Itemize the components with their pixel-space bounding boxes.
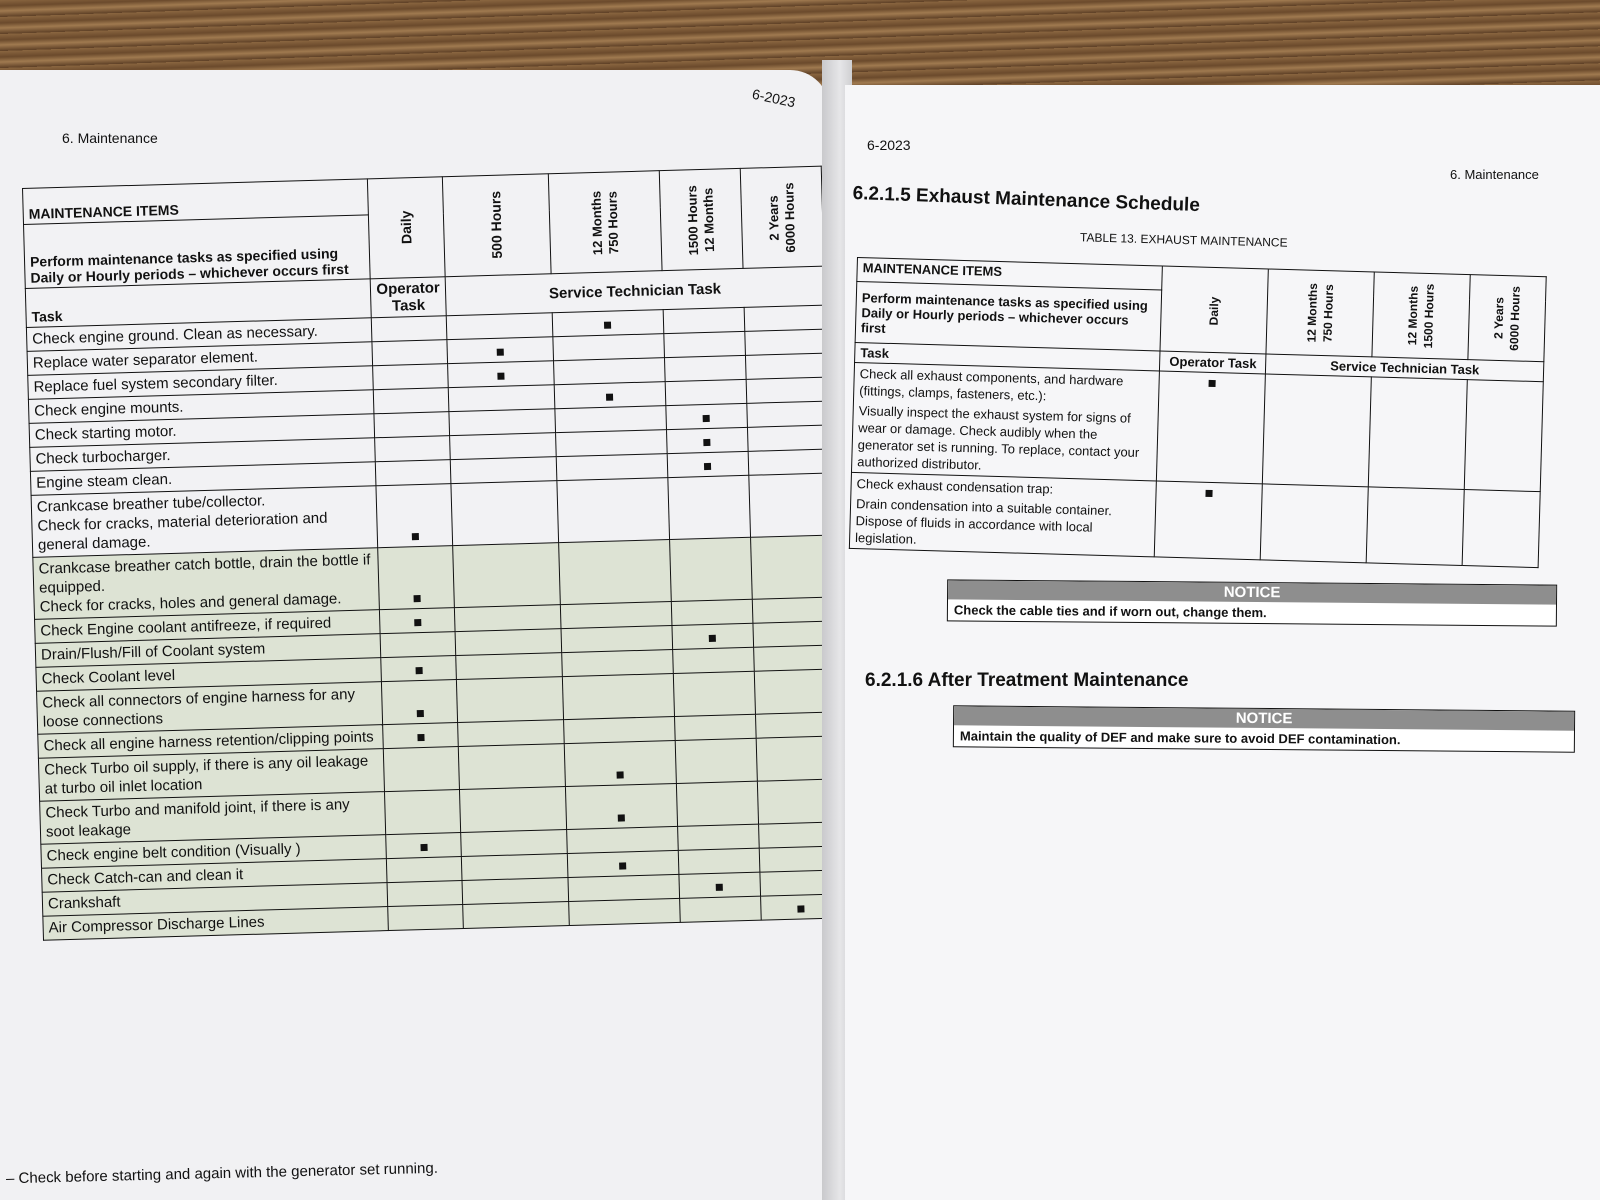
- mark-cell: [747, 401, 829, 427]
- mark-cell: [568, 874, 680, 901]
- mark-cell: [756, 736, 830, 781]
- check-mark-icon: [420, 844, 427, 851]
- mark-cell: [564, 740, 676, 786]
- mark-cell: [1155, 481, 1263, 560]
- mark-cell: [1260, 484, 1368, 563]
- notice-title: NOTICE: [954, 706, 1574, 730]
- right-section-title: 6. Maintenance: [1450, 167, 1539, 182]
- left-section-title: 6. Maintenance: [62, 130, 158, 146]
- check-mark-icon: [414, 619, 421, 626]
- mark-cell: [461, 854, 568, 881]
- mark-cell: [757, 779, 830, 824]
- check-mark-icon: [606, 394, 613, 401]
- task-cell: Check engine ground. Clean as necessary.: [26, 318, 372, 352]
- mark-cell: [459, 787, 566, 833]
- mark-cell: [381, 632, 456, 658]
- mark-cell: [372, 340, 447, 366]
- mark-cell: [387, 856, 462, 882]
- service-technician-task-group: Service Technician Task: [1266, 354, 1544, 382]
- exhaust-schedule-heading: 6.2.1.5 Exhaust Maintenance Schedule: [852, 183, 1201, 217]
- mark-cell: [386, 833, 461, 859]
- service-technician-task-group: Service Technician Task: [445, 266, 825, 316]
- mark-cell: [458, 744, 565, 790]
- check-mark-icon: [703, 415, 710, 422]
- col-daily: Daily: [1160, 266, 1268, 354]
- perform-instruction: Perform maintenance tasks as specified using Daily or Hourly periods – whichever occurs first: [24, 215, 371, 288]
- check-mark-icon: [496, 349, 503, 356]
- mark-cell: [380, 608, 455, 634]
- maintenance-items-table: [22, 166, 830, 941]
- check-mark-icon: [416, 710, 423, 717]
- mark-cell: [1263, 374, 1372, 487]
- mark-cell: [755, 712, 830, 738]
- mark-cell: [678, 848, 760, 874]
- perform-instruction: Perform maintenance tasks as specified using Daily or Hourly periods – whichever occurs first: [855, 282, 1162, 351]
- mark-cell: [668, 475, 751, 539]
- mark-cell: [666, 427, 748, 453]
- mark-cell: [557, 478, 670, 543]
- mark-cell: [462, 878, 569, 905]
- mark-cell: [554, 382, 666, 409]
- mark-cell: [552, 310, 664, 337]
- mark-cell: [568, 898, 680, 925]
- check-mark-icon: [417, 734, 424, 741]
- mark-cell: [388, 904, 463, 930]
- notice-def: [953, 705, 1575, 752]
- mark-cell: [553, 358, 665, 385]
- mark-cell: [561, 650, 673, 677]
- task-cell: Crankcase breather tube/collector. Check for cracks, material deterioration and general damage.: [31, 486, 378, 558]
- left-page: [0, 70, 830, 1200]
- mark-cell: [758, 822, 830, 848]
- task-cell: Check Engine coolant antifreeze, if required: [35, 610, 381, 644]
- check-mark-icon: [1206, 490, 1213, 497]
- mark-cell: [666, 403, 748, 429]
- exhaust-maintenance-table: [849, 257, 1547, 568]
- task-cell: Check turbocharger.: [30, 438, 376, 472]
- notice-title: NOTICE: [948, 580, 1556, 604]
- task-header: Task: [25, 279, 371, 328]
- check-mark-icon: [716, 884, 723, 891]
- operator-task-group: Operator Task: [1160, 351, 1267, 374]
- check-mark-icon: [798, 905, 805, 912]
- check-mark-icon: [413, 595, 420, 602]
- task-header: Task: [855, 342, 1161, 371]
- mark-cell: [381, 656, 456, 682]
- operator-task-group: Operator Task: [371, 277, 446, 318]
- mark-cell: [672, 647, 754, 673]
- mark-cell: [745, 329, 827, 355]
- col-1500-hours-12-months: 1500 Hours 12 Months: [659, 168, 743, 270]
- mark-cell: [378, 546, 454, 610]
- mark-cell: [1465, 380, 1544, 492]
- notice-text: Maintain the quality of DEF and make sure to avoid DEF contamination.: [959, 728, 1401, 748]
- mark-cell: [449, 433, 556, 460]
- col-500-hours: 500 Hours: [442, 174, 551, 277]
- mark-cell: [372, 316, 447, 342]
- check-mark-icon: [709, 635, 716, 642]
- mark-cell: [664, 355, 746, 381]
- col-12-months-750-hours: 12 Months 750 Hours: [1266, 269, 1374, 357]
- after-treatment-heading: 6.2.1.6 After Treatment Maintenance: [865, 670, 1189, 691]
- mark-cell: [383, 723, 458, 749]
- mark-cell: [1157, 371, 1266, 484]
- mark-cell: [456, 677, 563, 723]
- mark-cell: [447, 361, 554, 388]
- mark-cell: [561, 626, 673, 653]
- mark-cell: [671, 599, 753, 625]
- mark-cell: [749, 473, 830, 537]
- mark-cell: [663, 307, 745, 333]
- mark-cell: [669, 537, 752, 601]
- task-cell: Crankshaft: [42, 883, 388, 917]
- check-mark-icon: [619, 862, 626, 869]
- mark-cell: [447, 337, 554, 364]
- col-12-months-1500-hours: 12 Months 1500 Hours: [1372, 272, 1470, 360]
- mark-cell: [664, 331, 746, 357]
- mark-cell: [1369, 377, 1468, 490]
- col-2-years-6000-hours: 2 Years 6000 Hours: [1468, 275, 1546, 362]
- task-cell: Replace fuel system secondary filter.: [28, 366, 374, 400]
- col-daily: Daily: [368, 177, 445, 279]
- task-cell: Crankcase breather catch bottle, drain the bottle if equipped. Check for cracks, holes and general damage.: [33, 548, 380, 620]
- mark-cell: [673, 671, 755, 716]
- mark-cell: [457, 720, 564, 747]
- mark-cell: [752, 597, 830, 623]
- mark-cell: [460, 830, 567, 857]
- check-mark-icon: [618, 814, 625, 821]
- mark-cell: [747, 425, 829, 451]
- mark-cell: [553, 334, 665, 361]
- mark-cell: [374, 412, 449, 438]
- mark-cell: [672, 623, 754, 649]
- mark-cell: [448, 385, 555, 412]
- mark-cell: [373, 364, 448, 390]
- mark-cell: [679, 896, 761, 922]
- mark-cell: [560, 602, 672, 629]
- mark-cell: [1462, 490, 1540, 568]
- mark-cell: [760, 870, 830, 896]
- mark-cell: [456, 653, 563, 680]
- mark-cell: [753, 621, 830, 647]
- mark-cell: [562, 674, 674, 720]
- mark-cell: [450, 457, 557, 484]
- mark-cell: [555, 430, 667, 457]
- mark-cell: [563, 716, 675, 743]
- task-cell: Replace water separator element.: [27, 342, 373, 376]
- mark-cell: [674, 714, 756, 740]
- task-cell: [849, 472, 1156, 556]
- mark-cell: [385, 790, 461, 835]
- mark-cell: [754, 669, 830, 714]
- task-text: Check all exhaust components, and hardware (fittings, clamps, fasteners, etc.):: [859, 366, 1124, 404]
- mark-cell: [384, 747, 460, 792]
- check-mark-icon: [704, 463, 711, 470]
- left-page-date: 6-2023: [750, 85, 797, 111]
- check-mark-icon: [617, 771, 624, 778]
- task-cell: Check all engine harness retention/clipping points: [38, 725, 384, 759]
- task-cell: Drain/Flush/Fill of Coolant system: [35, 634, 381, 668]
- task-cell: Air Compressor Discharge Lines: [43, 907, 389, 941]
- mark-cell: [760, 894, 830, 920]
- col-12-months-750-hours: 12 Months 750 Hours: [548, 171, 662, 274]
- task-cell: Check Turbo oil supply, if there is any oil leakage at turbo oil inlet location: [38, 749, 385, 802]
- mark-cell: [677, 824, 759, 850]
- mark-cell: [376, 484, 452, 548]
- task-cell: Check all connectors of engine harness for any loose connections: [37, 682, 384, 735]
- task-text: Visually inspect the exhaust system for signs of wear or damage. Check audibly when the generator set is running. To replace, contact your authorized distributor.: [857, 403, 1140, 473]
- mark-cell: [558, 540, 671, 605]
- task-text: Check exhaust condensation trap:: [856, 476, 1054, 497]
- mark-cell: [374, 388, 449, 414]
- mark-cell: [446, 313, 553, 340]
- mark-cell: [745, 353, 827, 379]
- mark-cell: [679, 872, 761, 898]
- mark-cell: [376, 460, 451, 486]
- check-mark-icon: [415, 667, 422, 674]
- mark-cell: [667, 451, 749, 477]
- col-2-years-6000-hours: 2 Years 6000 Hours: [740, 166, 824, 268]
- task-cell: Check starting motor.: [29, 414, 375, 448]
- footnote: – Check before starting and again with the generator set running.: [5, 1159, 439, 1188]
- task-cell: Check Catch-can and clean it: [42, 859, 388, 893]
- mark-cell: [452, 543, 560, 608]
- mark-cell: [387, 880, 462, 906]
- check-mark-icon: [604, 322, 611, 329]
- task-cell: Check Turbo and manifold joint, if there is any soot leakage: [40, 792, 387, 845]
- mark-cell: [462, 902, 569, 929]
- check-mark-icon: [1209, 380, 1216, 387]
- mark-cell: [676, 781, 758, 826]
- mark-cell: [567, 850, 679, 877]
- mark-cell: [675, 738, 757, 783]
- table-row: [851, 362, 1543, 491]
- mark-cell: [449, 409, 556, 436]
- check-mark-icon: [497, 373, 504, 380]
- mark-cell: [746, 377, 828, 403]
- mark-cell: [1366, 487, 1464, 566]
- mark-cell: [556, 454, 668, 481]
- mark-cell: [555, 406, 667, 433]
- task-text: Drain condensation into a suitable container. Dispose of fluids in accordance with local legislation.: [854, 496, 1113, 547]
- mark-cell: [382, 680, 458, 725]
- mark-cell: [744, 305, 826, 331]
- mark-cell: [759, 846, 830, 872]
- task-cell: Check Coolant level: [36, 658, 382, 692]
- mark-cell: [748, 449, 830, 475]
- mark-cell: [665, 379, 747, 405]
- notice-cable-ties: [947, 579, 1557, 626]
- right-page-date: 6-2023: [867, 137, 911, 153]
- task-cell: Check engine belt condition (Visually ): [41, 835, 387, 869]
- table-caption: TABLE 13. EXHAUST MAINTENANCE: [1079, 230, 1288, 250]
- mark-cell: [455, 629, 562, 656]
- mark-cell: [750, 535, 830, 599]
- check-mark-icon: [704, 439, 711, 446]
- notice-text: Check the cable ties and if worn out, change them.: [953, 602, 1267, 621]
- task-cell: [851, 362, 1159, 480]
- task-cell: Engine steam clean.: [30, 462, 376, 496]
- mark-cell: [754, 645, 830, 671]
- mark-cell: [565, 783, 677, 829]
- mark-cell: [451, 481, 559, 546]
- maintenance-items-header: MAINTENANCE ITEMS: [23, 179, 369, 225]
- maintenance-items-header: MAINTENANCE ITEMS: [857, 258, 1163, 291]
- mark-cell: [375, 436, 450, 462]
- mark-cell: [454, 605, 561, 632]
- check-mark-icon: [411, 533, 418, 540]
- right-page: [845, 85, 1600, 1200]
- mark-cell: [566, 826, 678, 853]
- task-cell: Check engine mounts.: [28, 390, 374, 424]
